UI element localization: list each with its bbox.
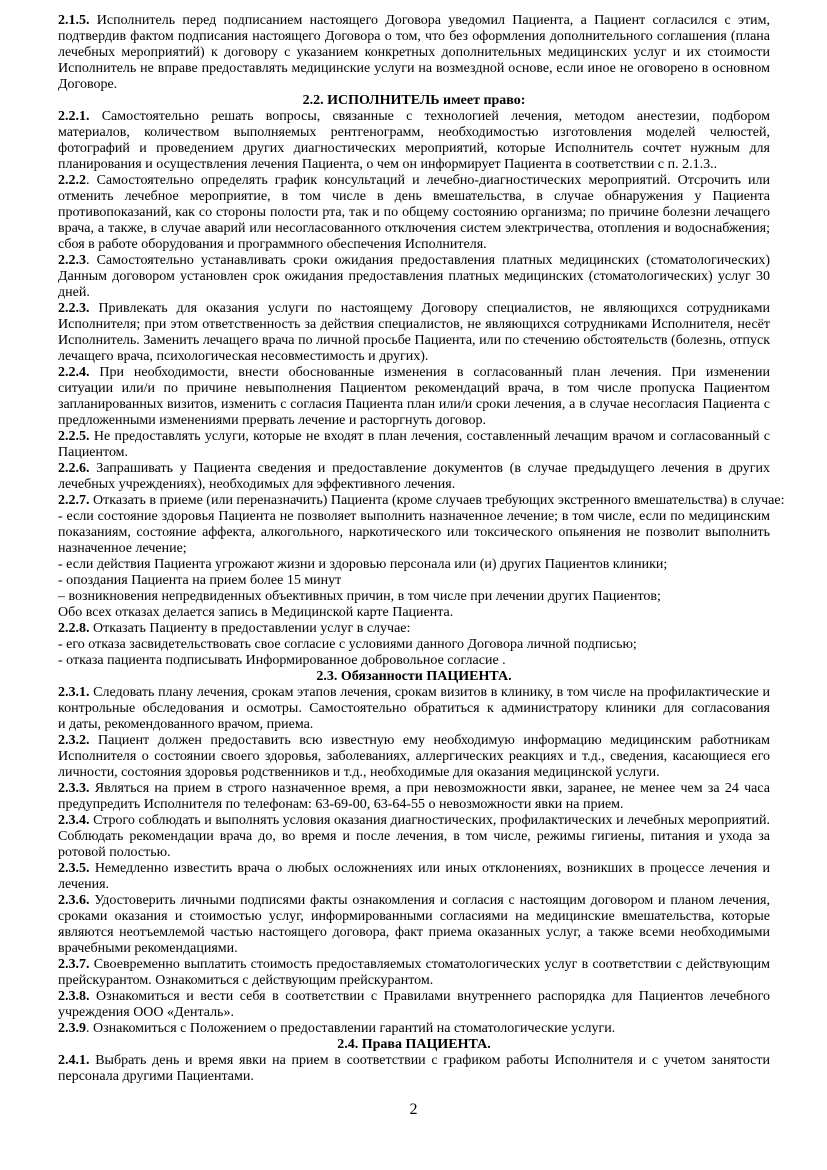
text-line [58, 109, 770, 125]
line-text: Самостоятельно решать вопросы, связанные с технологией лечения, методом анестезии, подбором [101, 109, 770, 124]
line-text: Привлекать для оказания услуги по настоящему Договору специалистов, не являющихся сотрудниками [98, 301, 770, 316]
clause-paragraph [58, 957, 770, 989]
line-text: Договоре. [58, 77, 118, 92]
clause-paragraph [58, 557, 770, 573]
clause-number: 2.3.8. [58, 989, 90, 1004]
clause-paragraph [58, 733, 770, 781]
text-line [58, 509, 770, 525]
line-text: подтвердив фактом подписания настоящего Договора о том, что без оформления дополнительного соглашения (плана [58, 29, 770, 44]
clause-paragraph [58, 365, 770, 429]
line-text: материалов, количеством выполняемых рентгенограмм, необходимостью изготовления моделей челюстей, [58, 125, 770, 140]
line-text: персонала другими Пациентами. [58, 1069, 254, 1084]
line-text: отменить лечебное мероприятие, в том числе в день вмешательства, в случае обнаружения у Пациента [58, 189, 770, 204]
line-text: врача, а также, в случае аварий или несогласованного отключения систем электричества, отопления и водоснабжения; [58, 221, 770, 236]
clause-paragraph [58, 13, 770, 93]
text-line [58, 973, 770, 989]
clause-paragraph [58, 621, 770, 637]
clause-number: 2.2.8. [58, 621, 90, 636]
text-line [58, 1005, 770, 1021]
line-text: - опоздания Пациента на прием более 15 минут [58, 573, 342, 588]
text-line [58, 941, 770, 957]
text-line [58, 221, 770, 237]
clause-paragraph [58, 605, 770, 621]
text-line [58, 429, 770, 445]
text-line [58, 13, 770, 29]
text-line [58, 397, 770, 413]
text-line [58, 1021, 770, 1037]
clause-paragraph [58, 253, 770, 301]
line-text: являются неотъемлемой частью настоящего договора, факт приема оказанных услуг, а также всеми необходимыми [58, 925, 770, 940]
clause-paragraph [58, 989, 770, 1021]
text-line [58, 589, 770, 605]
text-line [58, 285, 770, 301]
line-text: контрольные обследования и осмотры. Самостоятельно обратиться к администратору клиники для согласования [58, 701, 770, 716]
text-line [58, 253, 770, 269]
clause-paragraph [58, 173, 770, 253]
clause-paragraph [58, 685, 770, 733]
line-text: Исполнителя; при этом ответственность за действия специалистов, не являющихся сотрудниками Исполнителя, несёт [58, 317, 770, 332]
text-line [58, 541, 770, 557]
clause-paragraph [58, 813, 770, 861]
clause-number: 2.2.4. [58, 365, 90, 380]
text-line [58, 189, 770, 205]
text-line [58, 813, 770, 829]
line-text: личности, состояния здоровья родственников и т.д., необходимые для оказания медицинской услуги. [58, 765, 660, 780]
text-line [58, 621, 770, 637]
clause-number: 2.3.1. [58, 685, 90, 700]
line-text: Выбрать день и время явки на прием в соответствии с графиком работы Исполнителя и с учетом занятости [95, 1053, 770, 1068]
text-line [58, 637, 770, 653]
text-line [58, 269, 770, 285]
clause-paragraph [58, 573, 770, 589]
line-text: сбоя в работе оборудования и программного обеспечения Исполнителя. [58, 237, 487, 252]
text-line [58, 557, 770, 573]
clause-paragraph [58, 301, 770, 365]
text-line [58, 61, 770, 77]
clause-number: 2.3.5. [58, 861, 90, 876]
text-line [58, 237, 770, 253]
line-text: назначенное лечение; [58, 541, 187, 556]
clause-paragraph [58, 893, 770, 957]
line-text: запланированных визитов, изменить с согласия Пациента план или/и сроки лечения, а в случае несогласия Пациента с [58, 397, 770, 412]
text-line [58, 125, 770, 141]
text-line [58, 445, 770, 461]
section-heading: 2.4. Права ПАЦИЕНТА. [337, 1037, 491, 1052]
text-line [58, 573, 770, 589]
page-number: 2 [409, 1101, 418, 1118]
clause-paragraph [58, 109, 770, 173]
clause-number: 2.3.9 [58, 1021, 86, 1036]
line-text: противопоказаний, как со стороны полости рта, так и по общему состоянию организма; по причине болезни лечащего [58, 205, 770, 220]
text-line [58, 205, 770, 221]
text-line [58, 333, 770, 349]
line-text: фотографий и проведением других диагностических мероприятий, которые Исполнитель сочтет нужным для [58, 141, 770, 156]
line-text: и даты, рекомендованного врачом, приема. [58, 717, 314, 732]
text-line [58, 717, 770, 733]
text-line [58, 525, 770, 541]
line-text: лечения. [58, 877, 110, 892]
clause-number: 2.2.3 [58, 253, 86, 268]
clause-paragraph [58, 861, 770, 893]
text-line [58, 381, 770, 397]
line-text: – возникновения непредвиденных объективных причин, в том числе при лечении других Пациентов; [58, 589, 661, 604]
line-text: Исполнителя о состоянии своего здоровья, заболеваниях, аллергических реакциях и т.д., сведения, касающиеся его [58, 749, 770, 764]
text-line [58, 989, 770, 1005]
text-line [58, 781, 770, 797]
clause-number: 2.2.7. [58, 493, 90, 508]
text-line [58, 29, 770, 45]
text-line [58, 157, 770, 173]
section-heading: 2.2. ИСПОЛНИТЕЛЬ имеет право: [302, 93, 526, 108]
clause-number: 2.3.6. [58, 893, 90, 908]
line-text: Отказать Пациенту в предоставлении услуг в случае: [93, 621, 411, 636]
line-text: предупредить Исполнителя по телефонам: 63-69-00, 63-64-55 о невозможности явки на прием. [58, 797, 624, 812]
line-text: лечебных учреждениях), необходимых для эффективного лечения. [58, 477, 456, 492]
line-text: Обо всех отказах делается запись в Медицинской карте Пациента. [58, 605, 454, 620]
text-line [58, 701, 770, 717]
line-text: показаниям, состояние аффекта, алкогольного, наркотического или токсического опьянения не позволит выполнить [58, 525, 770, 540]
line-text: Немедленно известить врача о любых осложнениях или иных отклонениях, возникших в процессе лечения и [94, 861, 770, 876]
line-text: лечащего врача, психологическая несовместимость и других). [58, 349, 429, 364]
clause-number: 2.2.3. [58, 301, 90, 316]
line-text: Соблюдать рекомендации врача до, во время и после лечения, в том числе, режимы гигиены, питания и ухода за [58, 829, 770, 844]
line-text: Пациент должен предоставить всю известную ему необходимую информацию медицинским работникам [98, 733, 770, 748]
text-line [58, 749, 770, 765]
clause-paragraph [58, 1053, 770, 1085]
text-line [58, 141, 770, 157]
line-text: предложенными изменениями прервать лечение и расторгнуть договор. [58, 413, 487, 428]
clause-paragraph [58, 429, 770, 461]
line-text: Удостоверить личными подписями факты ознакомления и согласия с настоящим договором и планом лечения, [94, 893, 770, 908]
line-text: Своевременно выплатить стоимость предоставляемых стоматологических услуг в соответствии с действующим [93, 957, 770, 972]
clause-paragraph [58, 781, 770, 813]
text-line [58, 605, 770, 621]
text-line [58, 349, 770, 365]
line-text: Ознакомиться и вести себя в соответствии с Правилами внутреннего распорядка для Пациентов лечебного [96, 989, 770, 1004]
line-text: Запрашивать у Пациента сведения и предоставление документов (в случае предыдущего лечения в других [96, 461, 770, 476]
text-line [58, 365, 770, 381]
line-text: Исполнитель перед подписанием настоящего Договора уведомил Пациента, а Пациент согласился с этим, [96, 13, 770, 28]
clause-number: 2.4.1. [58, 1053, 90, 1068]
clause-number: 2.1.5. [58, 13, 90, 28]
document-page [58, 13, 785, 1085]
text-line [58, 861, 770, 877]
text-line [58, 477, 770, 493]
text-line [58, 797, 770, 813]
line-text: . Ознакомиться с Положением о предоставлении гарантий на стоматологические услуги. [86, 1021, 616, 1036]
clause-number: 2.2.1. [58, 109, 90, 124]
clause-paragraph [58, 509, 770, 557]
line-text: - если действия Пациента угрожают жизни и здоровью персонала или (и) других Пациентов клиники; [58, 557, 668, 572]
line-text: врачебными рекомендациями. [58, 941, 238, 956]
text-line [58, 317, 770, 333]
section-heading: 2.3. Обязанности ПАЦИЕНТА. [316, 669, 512, 684]
clause-paragraph [58, 1021, 770, 1037]
clause-number: 2.2.5. [58, 429, 90, 444]
line-text: При необходимости, внести обоснованные изменения в согласованный план лечения. При изменении [99, 365, 770, 380]
text-line [58, 301, 770, 317]
line-text: дней. [58, 285, 90, 300]
line-text: учреждения ООО «Денталь». [58, 1005, 234, 1020]
text-line [58, 685, 770, 701]
line-text: ситуации или/и по причине невыполнения Пациентом рекомендаций врача, в том числе пропуска Пациентом [58, 381, 770, 396]
text-line [58, 733, 770, 749]
clause-number: 2.3.3. [58, 781, 90, 796]
line-text: Отказать в приеме (или переназначить) Пациента (кроме случаев требующих экстренного вмешательства) в случае: [93, 493, 785, 508]
clause-number: 2.3.2. [58, 733, 90, 748]
text-line [58, 957, 770, 973]
line-text: . Самостоятельно устанавливать сроки ожидания предоставления платных медицинских (стоматологических) [86, 253, 770, 268]
text-line [58, 173, 770, 189]
text-line [58, 893, 770, 909]
text-line [58, 1053, 770, 1069]
line-text: планирования и осуществления лечения Пациента, о чем он информирует Пациента в соответствии с п. 2.1.3.. [58, 157, 718, 172]
text-line [58, 765, 770, 781]
clause-paragraph [58, 637, 770, 653]
line-text: ротовой полостью. [58, 845, 171, 860]
text-line [58, 877, 770, 893]
clause-paragraph [58, 589, 770, 605]
clause-paragraph [58, 461, 770, 493]
line-text: Пациентом. [58, 445, 129, 460]
clause-paragraph [58, 653, 770, 669]
text-line [58, 845, 770, 861]
clause-number: 2.2.6. [58, 461, 90, 476]
line-text: лечебных мероприятий) к договору с указанием конкретных дополнительных медицинских услуг и их стоимости [58, 45, 770, 60]
line-text: прейскурантом. Ознакомиться с действующим прейскурантом. [58, 973, 434, 988]
text-line [58, 461, 770, 477]
line-text: сроками оказания и стоимостью услуг, информированными согласиями на медицинские вмешательства, которые [58, 909, 770, 924]
line-text: Не предоставлять услуги, которые не входят в план лечения, составленный лечащим врачом и согласованный с [93, 429, 770, 444]
line-text: . Самостоятельно определять график консультаций и лечебно-диагностических мероприятий. Отсрочить или [86, 173, 770, 188]
text-line [58, 653, 770, 669]
text-line [58, 909, 770, 925]
line-text: - его отказа засвидетельствовать свое согласие с условиями данного Договора личной подписью; [58, 637, 637, 652]
text-line [58, 925, 770, 941]
clause-number: 2.3.7. [58, 957, 90, 972]
text-line [58, 45, 770, 61]
line-text: - если состояние здоровья Пациента не позволяет выполнить назначенное лечение; в том числе, если по медицинским [58, 509, 770, 524]
line-text: Данным договором установлен срок ожидания предоставления платных медицинских (стоматологических) услуг 30 [58, 269, 770, 284]
line-text: Являться на прием в строго назначенное время, а при невозможности явки, заранее, не менее чем за 24 часа [94, 781, 770, 796]
clause-number: 2.3.4. [58, 813, 90, 828]
clause-number: 2.2.2 [58, 173, 86, 188]
line-text: Следовать плану лечения, срокам этапов лечения, срокам визитов в клинику, в том числе на профилактические и [93, 685, 770, 700]
line-text: - отказа пациента подписывать Информированное добровольное согласие . [58, 653, 506, 668]
text-line [58, 1069, 770, 1085]
line-text: Строго соблюдать и выполнять условия оказания диагностических, профилактических и лечебных мероприятий. [93, 813, 770, 828]
text-line [58, 829, 770, 845]
clause-paragraph [58, 493, 785, 509]
line-text: Исполнитель. Заменить лечащего врача по личной просьбе Пациента, или по стечению обстоятельств (болезнь, отпуск [58, 333, 770, 348]
text-line [58, 413, 770, 429]
text-line [58, 77, 770, 93]
text-line [58, 493, 785, 509]
line-text: Исполнитель не вправе предоставлять медицинские услуги на возмездной основе, если иное не оговорено в основном [58, 61, 770, 76]
